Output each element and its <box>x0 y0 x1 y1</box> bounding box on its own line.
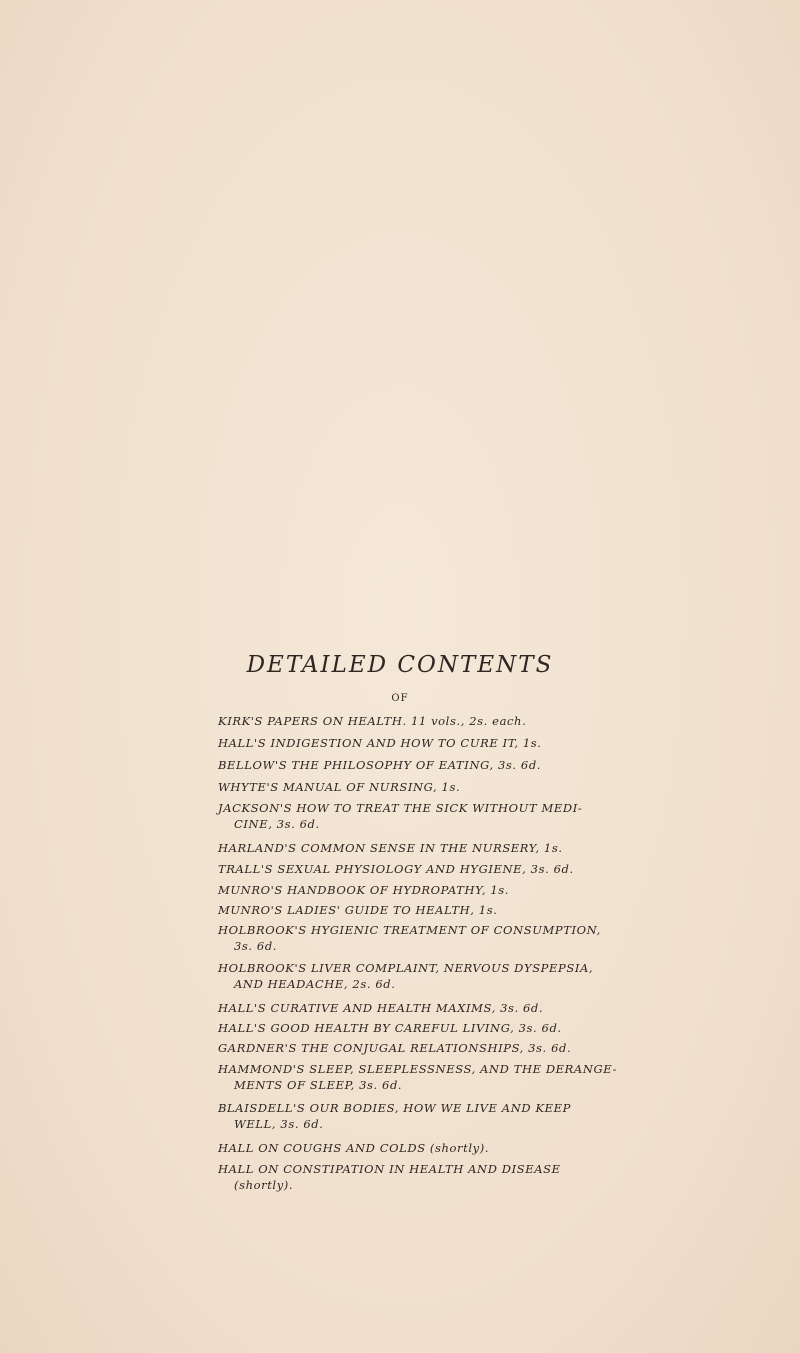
list-item: MUNRO'S HANDBOOK OF HYDROPATHY, 1s. <box>218 883 510 897</box>
list-item: HOLBROOK'S LIVER COMPLAINT, NERVOUS DYSPEPSIA, AND HEADACHE, 2s. 6d. <box>218 961 594 991</box>
list-item: HAMMOND'S SLEEP, SLEEPLESSNESS, AND THE DERANGE- MENTS OF SLEEP, 3s. 6d. <box>218 1062 617 1092</box>
list-item: HALL ON COUGHS AND COLDS (shortly). <box>218 1141 490 1155</box>
list-item: GARDNER'S THE CONJUGAL RELATIONSHIPS, 3s. 6d. <box>218 1041 572 1055</box>
list-item: HALL ON CONSTIPATION IN HEALTH AND DISEASE (shortly). <box>218 1162 561 1192</box>
list-item: HARLAND'S COMMON SENSE IN THE NURSERY, 1s. <box>218 841 563 855</box>
list-item: HALL'S GOOD HEALTH BY CAREFUL LIVING, 3s. 6d. <box>218 1021 562 1035</box>
list-item: HALL'S CURATIVE AND HEALTH MAXIMS, 3s. 6d. <box>218 1001 544 1015</box>
list-item: BELLOW'S THE PHILOSOPHY OF EATING, 3s. 6d. <box>218 758 542 772</box>
list-item: HALL'S INDIGESTION AND HOW TO CURE IT, 1s. <box>218 736 542 750</box>
list-item: BLAISDELL'S OUR BODIES, HOW WE LIVE AND KEEP WELL, 3s. 6d. <box>218 1101 571 1131</box>
list-item: JACKSON'S HOW TO TREAT THE SICK WITHOUT MEDI- CINE, 3s. 6d. <box>218 801 583 831</box>
page-title: DETAILED CONTENTS <box>246 652 554 678</box>
list-item: KIRK'S PAPERS ON HEALTH. 11 vols., 2s. each. <box>218 714 527 728</box>
list-item: WHYTE'S MANUAL OF NURSING, 1s. <box>218 780 461 794</box>
title-of: OF <box>391 693 409 704</box>
list-item: HOLBROOK'S HYGIENIC TREATMENT OF CONSUMPTION, 3s. 6d. <box>218 923 601 953</box>
list-item: MUNRO'S LADIES' GUIDE TO HEALTH, 1s. <box>218 903 498 917</box>
list-item: TRALL'S SEXUAL PHYSIOLOGY AND HYGIENE, 3s. 6d. <box>218 862 574 876</box>
